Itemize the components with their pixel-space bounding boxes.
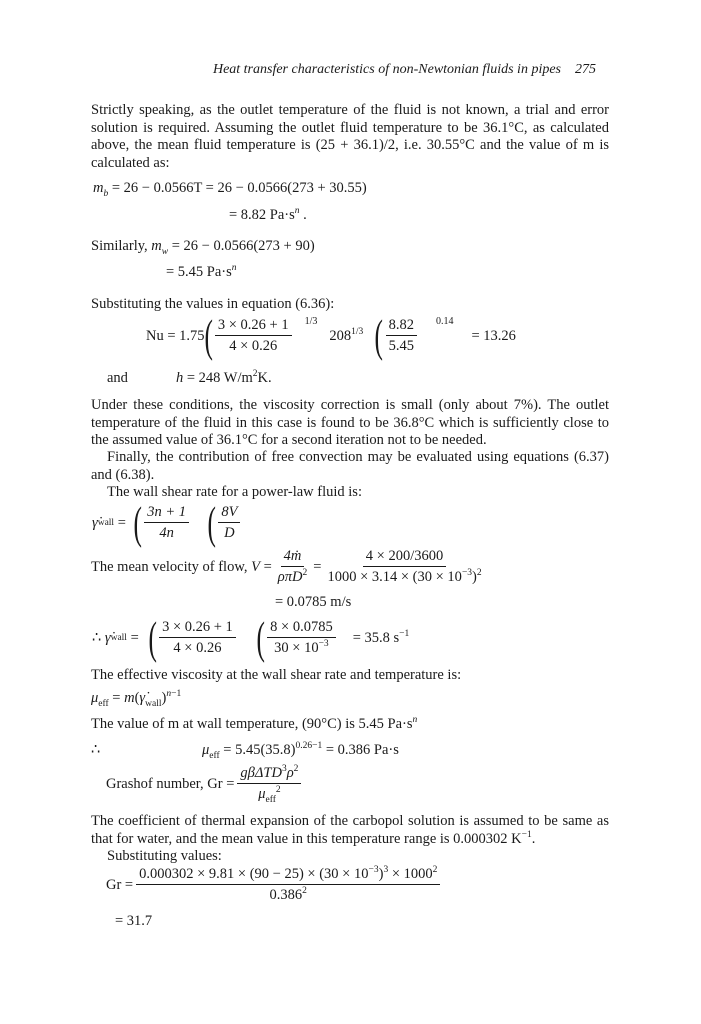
substituting-intro: Substituting the values in equation (6.36): [91, 296, 335, 312]
and-word: and [107, 370, 128, 386]
running-header [0, 62, 596, 78]
gw2-fraction-1: $\frac{3 \times 0.26 + 1}{4 \times 0.26}$ [159, 619, 236, 657]
equation-mb: $m_b = 26 - 0.0566T = 26 - 0.0566(273 + 30.55)$ [93, 180, 367, 199]
velocity-result: = 0.0785 m/s [275, 594, 352, 610]
equation-mw-result: = 5.45 $Pa\cdot s^n$ [166, 263, 237, 280]
paragraph-thermal-expansion: The coefficient of thermal expansion of the carbopol solution is assumed to be same as that for water, and the mean value in this temperature range is 0.000302 $K^{-1}$. [91, 813, 609, 847]
equation-mb-result: = 8.82 $Pa\cdot s^n$ . [229, 206, 307, 223]
nusselt-equation: Nu = 1.75 ( $\frac{3 \times 0.26 + 1}{4 \times 0.26}$ 1/3 $208^{1/3}$ ( $\frac{8.82}{5.45}$ 0.14 = 13.26 [146, 310, 516, 361]
paragraph-viscosity-correction: Under these conditions, the viscosity correction is small (only about 7%). The outlet temperature of the fluid in this case is found to be 36.8°C which is sufficiently close to the assumed value of 36.1°C for a second iteration not to be needed. [91, 397, 609, 449]
v-fraction-1: $\frac{\text{4ṁ}}{\rho\pi D^2}$ [277, 548, 308, 585]
gw-fraction-1: $\frac{3n + 1}{4n}$ [144, 504, 189, 542]
wall-shear-equation: γ̇ wall = ( $\frac{3n + 1}{4n}$ ( $\frac{8V}{D}$ [92, 503, 243, 543]
gr2-fraction: $\frac{0.000302 \times 9.81 \times (90 - 25) \times (30 \times 10^{-3})^3 \times 1000^2}{0.386^2}$ [136, 866, 440, 904]
wall-shear-numeric: ∴ γ̇ wall = ( $\frac{3 \times 0.26 + 1}{4 \times 0.26}$ ( $\frac{8 \times 0.0785}{30 \times 10^{-3}}$ = 35.8 $s^{-1}$ [92, 612, 410, 663]
page-number: 275 [575, 62, 596, 77]
equation-mw: Similarly, $m_w = 26 - 0.0566(273 + 90)$ [91, 238, 315, 257]
paragraph-free-convection: Finally, the contribution of free convection may be evaluated using equations (6.37) and (6.38). [91, 449, 609, 483]
wall-shear-intro: The wall shear rate for a power-law fluid is: [107, 484, 362, 500]
v-fraction-2: $\frac{4 \times 200/3600}{1000 \times 3.14 \times (30 \times 10^{-3})^2}$ [327, 548, 482, 585]
mean-velocity-equation: The mean velocity of flow, V = $\frac{\text{4ṁ}}{\rho\pi D^2}$ = $\frac{4 \times 200/3600}{1000 \times 3.14 \times (30 \times 10^{-3})^2}$ [91, 548, 488, 586]
grashof-numeric: Gr = $\frac{0.000302 \times 9.81 \times (90 - 25) \times (30 \times 10^{-3})^3 \times 1000^2}{0.386^2}$ [106, 866, 443, 904]
substituting-values: Substituting values: [107, 848, 222, 864]
nu-fraction-2: $\frac{8.82}{5.45}$ [386, 317, 417, 355]
nu-fraction-1: $\frac{3 \times 0.26 + 1}{4 \times 0.26}$ [215, 317, 292, 355]
grashof-definition: Grashof number, Gr = $\frac{g\beta\Delta TD^3\rho^2}{\mu_{eff}^2}$ [106, 765, 304, 803]
m-wall-text: The value of m at wall temperature, (90°C) is 5.45 $Pa\cdot s^n$ [91, 715, 418, 732]
grashof-result: = 31.7 [115, 913, 153, 929]
running-title: Heat transfer characteristics of non-Newtonian fluids in pipes [212, 62, 561, 77]
gw-fraction-2: $\frac{8V}{D}$ [218, 504, 240, 542]
gw2-fraction-2: $\frac{8 \times 0.0785}{30 \times 10^{-3}}$ [267, 619, 336, 657]
gr-fraction: $\frac{g\beta\Delta TD^3\rho^2}{\mu_{eff}^2}$ [237, 765, 301, 803]
effective-viscosity-definition: $\mu_{eff}$ = $m(\gammȧ_{wall})^{n-1}$ [91, 689, 182, 709]
mu-eff-result: $\mu_{eff} = 5.45(35.8)^{0.26-1} = 0.386$ Pa·s [202, 741, 399, 761]
effective-viscosity-intro: The effective viscosity at the wall shear rate and temperature is: [91, 667, 462, 683]
h-result: h = 248 $W/m^2K$. [176, 369, 272, 386]
mu-eff-therefore: ∴ [91, 742, 101, 758]
paragraph-trial-and-error: Strictly speaking, as the outlet temperature of the fluid is not known, a trial and error solution is required. Assuming the outlet fluid temperature to be 36.1°C, as calculated above, the mean fluid temperature is (25 + 36.1)/2, i.e. 30.55°C and the value of m is calculated as: [91, 102, 609, 171]
